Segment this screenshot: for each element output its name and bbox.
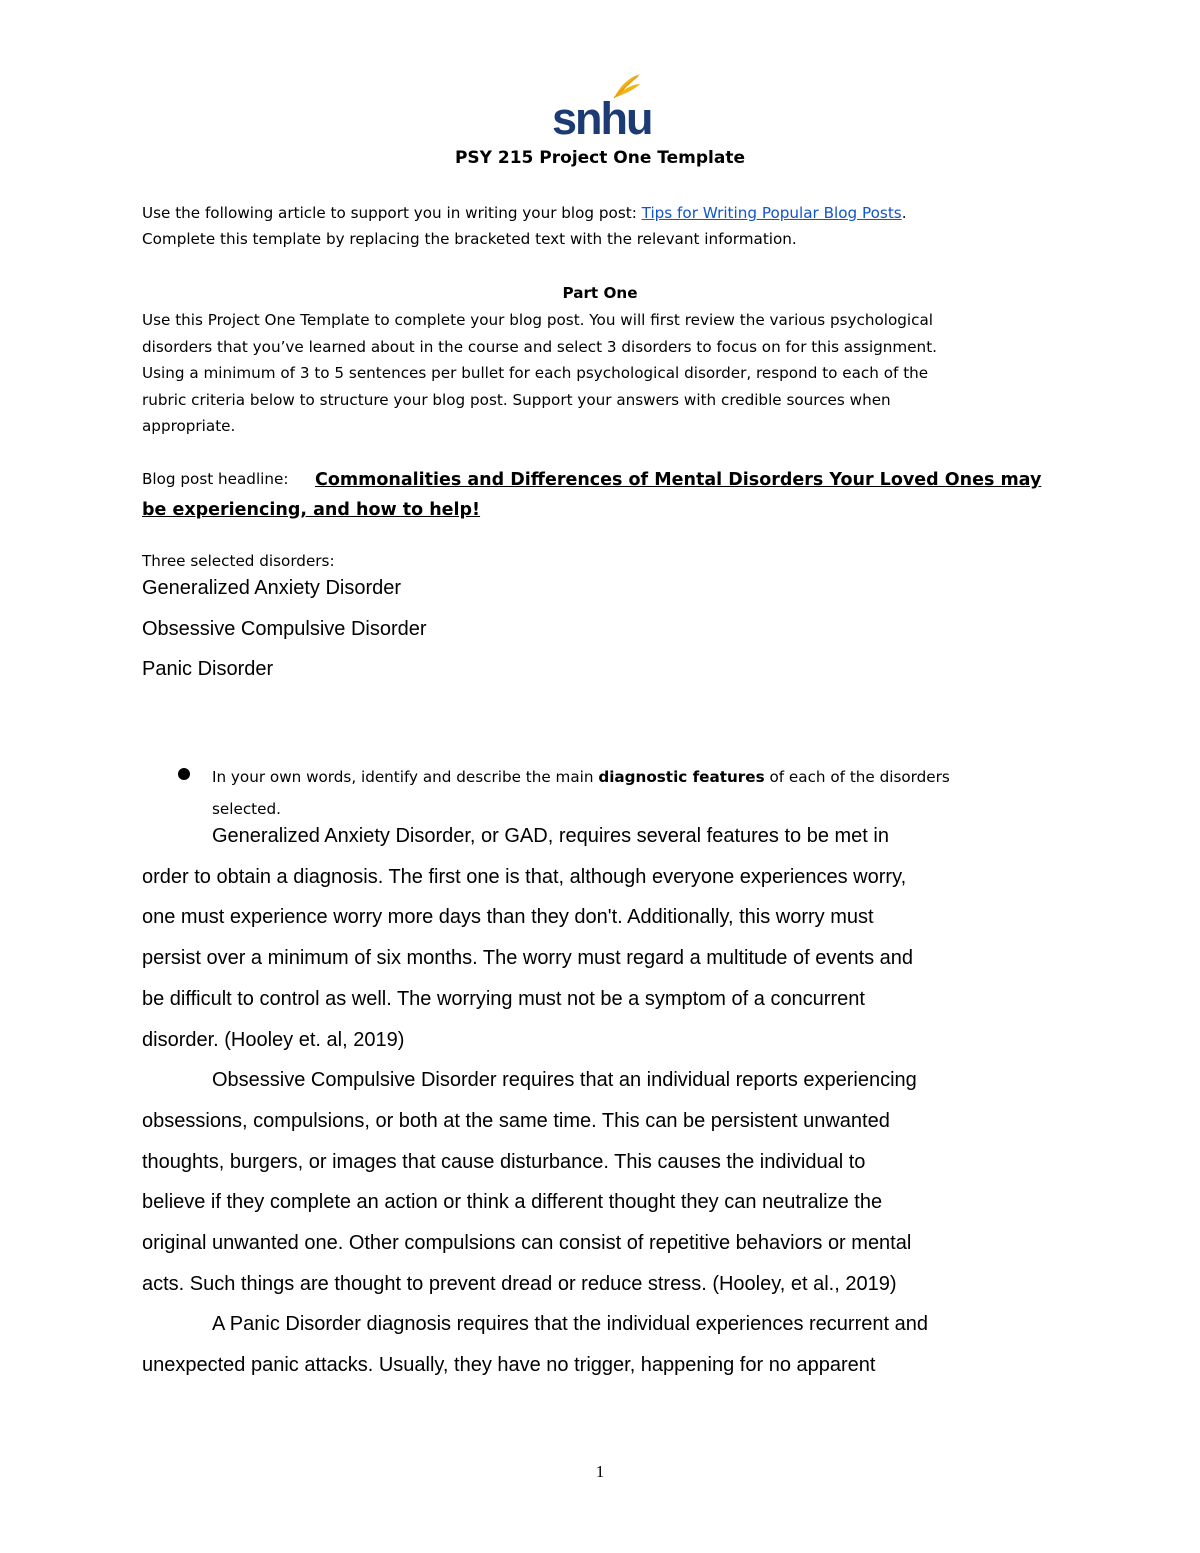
essay-line: order to obtain a diagnosis. The first one is that, although everyone experiences worry, (142, 865, 907, 888)
essay-line: be difficult to control as well. The worrying must not be a symptom of a concurrent (142, 987, 865, 1010)
essay-line: persist over a minimum of six months. The worry must regard a multitude of events and (142, 947, 914, 970)
part-one-line: Using a minimum of 3 to 5 sentences per bullet for each psychological disorder, respond to each of the (142, 364, 929, 382)
headline-line: Commonalities and Differences of Mental Disorders Your Loved Ones may (315, 470, 1042, 490)
essay-body (142, 816, 1062, 1386)
bullet-prefix: In your own words, identify and describe the main (212, 768, 599, 786)
intro-prefix: Use the following article to support you in writing your blog post: (142, 204, 642, 222)
essay-line: Obsessive Compulsive Disorder requires that an individual reports experiencing (212, 1069, 917, 1092)
part-one-line: disorders that you’ve learned about in the course and select 3 disorders to focus on for this assignment. (142, 337, 937, 356)
essay-line: Generalized Anxiety Disorder, or GAD, requires several features to be met in (212, 825, 889, 847)
document-title: PSY 215 Project One Template (454, 148, 746, 168)
blog-headline (142, 465, 1062, 525)
disorder-item: Obsessive Compulsive Disorder (142, 618, 427, 640)
headline-label: Blog post headline: (142, 470, 289, 488)
selected-disorders-label: Three selected disorders: (142, 552, 335, 570)
intro-line-1 (142, 200, 1062, 227)
page-number: 1 (595, 1462, 605, 1481)
part-one-line: Use this Project One Template to complete your blog post. You will first review the various psychological (142, 311, 933, 329)
essay-line: thoughts, burgers, or images that cause disturbance. This causes the individual to (142, 1150, 866, 1173)
disorder-item: Panic Disorder (142, 658, 274, 680)
essay-line: A Panic Disorder diagnosis requires that the individual experiences recurrent and (212, 1313, 928, 1336)
part-one-line: rubric criteria below to structure your blog post. Support your answers with credible sources when (142, 390, 891, 409)
essay-line: one must experience worry more days than they don't. Additionally, this worry must (142, 906, 874, 929)
essay-line: obsessions, compulsions, or both at the same time. This can be persistent unwanted (142, 1109, 890, 1132)
bullet-line: selected. (212, 800, 281, 818)
snhu-logo (552, 72, 652, 144)
essay-line: believe if they complete an action or think a different thought they can neutralize the (142, 1191, 883, 1214)
essay-line: disorder. (Hooley et. al, 2019) (142, 1028, 405, 1051)
essay-line: original unwanted one. Other compulsions can consist of repetitive behaviors or mental (142, 1232, 912, 1255)
bullet-line (212, 761, 1062, 793)
headline-line: be experiencing, and how to help! (142, 500, 481, 520)
bullet-suffix: of each of the disorders (764, 768, 950, 786)
essay-line: acts. Such things are thought to prevent dread or reduce stress. (Hooley, et al., 2019) (142, 1272, 897, 1295)
part-one-heading: Part One (562, 284, 638, 302)
part-one-line: appropriate. (142, 417, 236, 435)
essay-line: unexpected panic attacks. Usually, they have no trigger, happening for no apparent (142, 1354, 876, 1377)
intro-suffix: . (901, 204, 907, 222)
logo-wordmark: snhu (552, 93, 652, 144)
blog-tips-link[interactable]: Tips for Writing Popular Blog Posts (641, 204, 902, 222)
intro-line-2: Complete this template by replacing the bracketed text with the relevant information. (142, 230, 797, 248)
part-one-paragraph (142, 307, 1062, 440)
bullet-icon (178, 768, 190, 780)
disorder-item: Generalized Anxiety Disorder (142, 577, 402, 599)
bullet-bold: diagnostic features (598, 768, 765, 786)
